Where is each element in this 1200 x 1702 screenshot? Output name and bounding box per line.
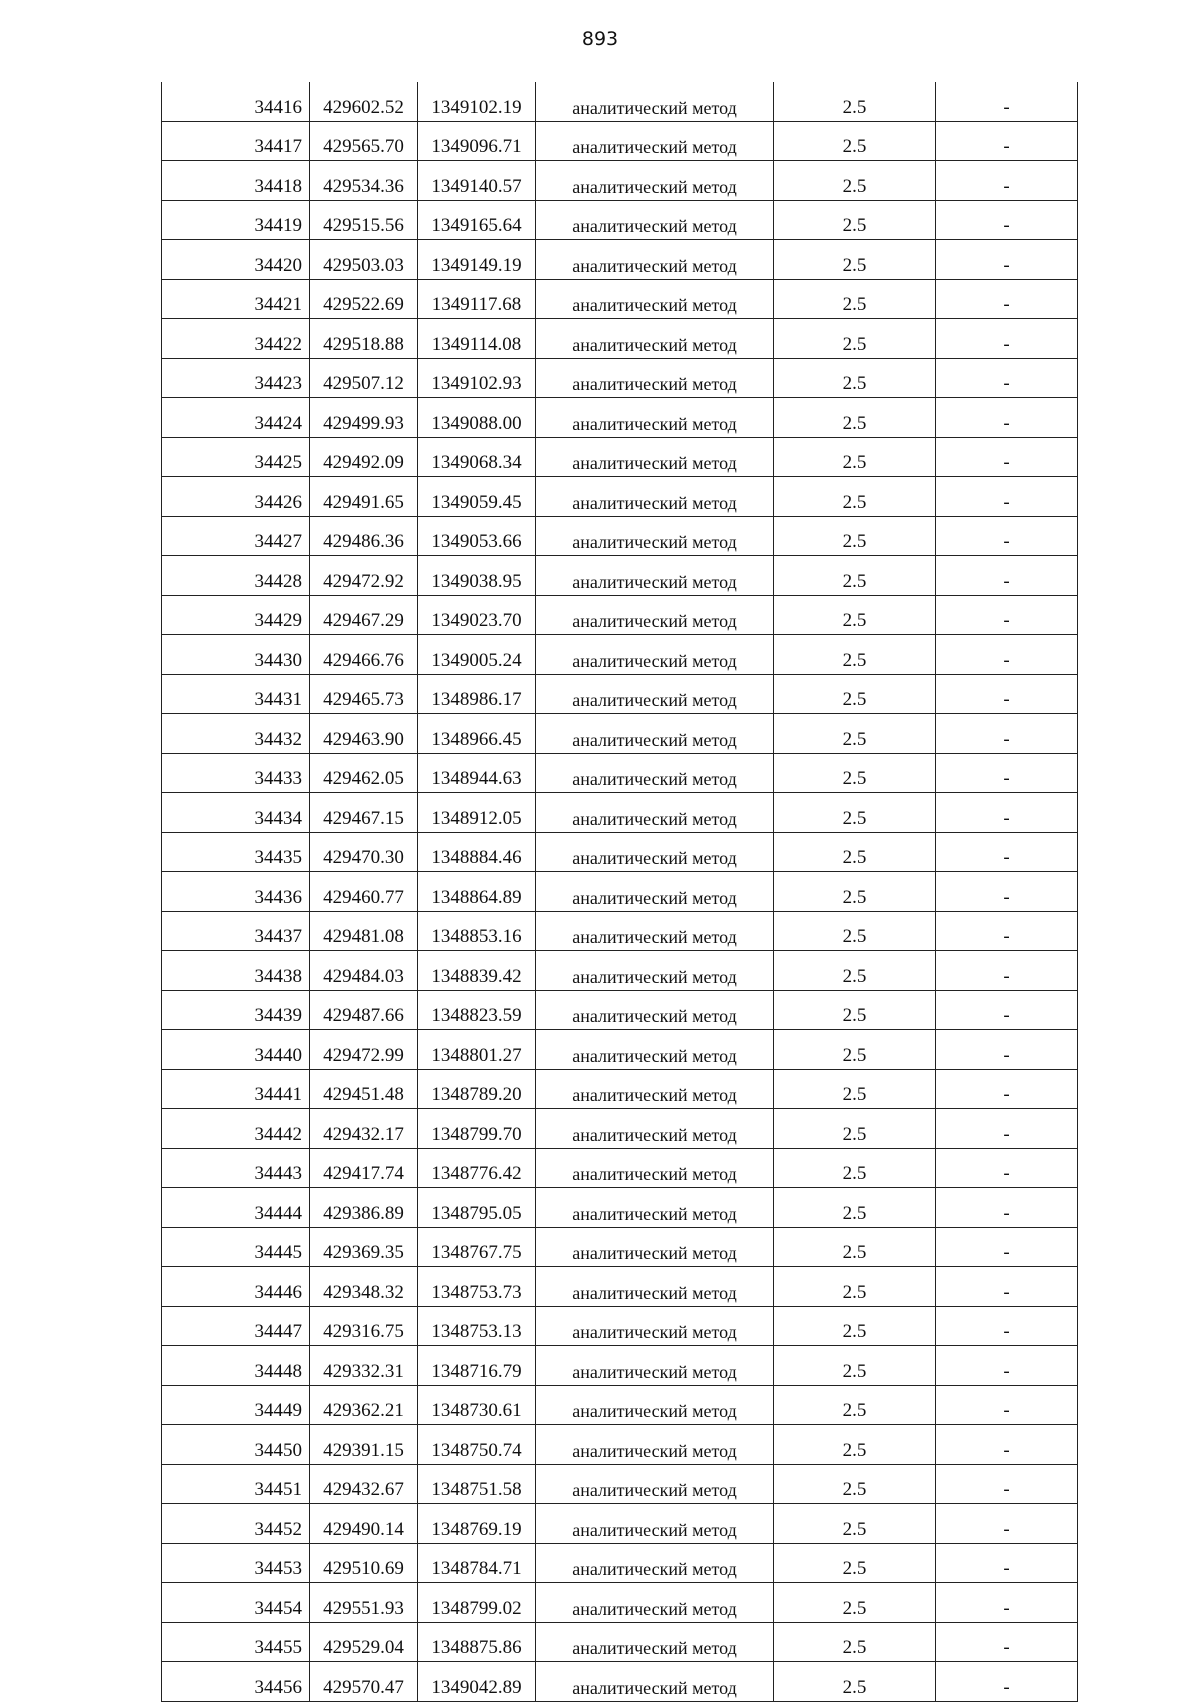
x-coordinate-cell: 429465.73 <box>310 674 418 714</box>
x-coordinate-cell: 429316.75 <box>310 1306 418 1346</box>
accuracy-cell: 2.5 <box>774 240 936 280</box>
accuracy-cell: 2.5 <box>774 872 936 912</box>
point-number-cell: 34421 <box>162 279 310 319</box>
note-cell: - <box>936 1504 1078 1544</box>
point-number-cell: 34440 <box>162 1030 310 1070</box>
method-cell: аналитический метод <box>536 1306 774 1346</box>
x-coordinate-cell: 429432.67 <box>310 1464 418 1504</box>
note-cell: - <box>936 1425 1078 1465</box>
accuracy-cell: 2.5 <box>774 1583 936 1623</box>
point-number-cell: 34417 <box>162 121 310 161</box>
point-number-cell: 34449 <box>162 1385 310 1425</box>
note-cell: - <box>936 516 1078 556</box>
table-row <box>162 1227 1078 1267</box>
note-cell: - <box>936 240 1078 280</box>
point-number-cell: 34422 <box>162 319 310 359</box>
y-coordinate-cell: 1349102.93 <box>418 358 536 398</box>
point-number-cell: 34435 <box>162 832 310 872</box>
table-row <box>162 832 1078 872</box>
table-row <box>162 1109 1078 1149</box>
note-cell: - <box>936 200 1078 240</box>
coordinates-table <box>161 82 1078 1702</box>
point-number-cell: 34455 <box>162 1622 310 1662</box>
y-coordinate-cell: 1349005.24 <box>418 635 536 675</box>
method-cell: аналитический метод <box>536 1267 774 1307</box>
x-coordinate-cell: 429386.89 <box>310 1188 418 1228</box>
y-coordinate-cell: 1348839.42 <box>418 951 536 991</box>
method-cell: аналитический метод <box>536 516 774 556</box>
point-number-cell: 34431 <box>162 674 310 714</box>
table-row <box>162 82 1078 121</box>
note-cell: - <box>936 990 1078 1030</box>
accuracy-cell: 2.5 <box>774 1188 936 1228</box>
table-row <box>162 793 1078 833</box>
x-coordinate-cell: 429522.69 <box>310 279 418 319</box>
x-coordinate-cell: 429503.03 <box>310 240 418 280</box>
x-coordinate-cell: 429534.36 <box>310 161 418 201</box>
table-row <box>162 121 1078 161</box>
x-coordinate-cell: 429491.65 <box>310 477 418 517</box>
point-number-cell: 34436 <box>162 872 310 912</box>
point-number-cell: 34443 <box>162 1148 310 1188</box>
table-row <box>162 358 1078 398</box>
method-cell: аналитический метод <box>536 635 774 675</box>
table-row <box>162 635 1078 675</box>
method-cell: аналитический метод <box>536 1622 774 1662</box>
x-coordinate-cell: 429470.30 <box>310 832 418 872</box>
note-cell: - <box>936 753 1078 793</box>
y-coordinate-cell: 1348730.61 <box>418 1385 536 1425</box>
table-row <box>162 753 1078 793</box>
note-cell: - <box>936 1622 1078 1662</box>
table-row <box>162 1346 1078 1386</box>
point-number-cell: 34424 <box>162 398 310 438</box>
note-cell: - <box>936 556 1078 596</box>
accuracy-cell: 2.5 <box>774 1543 936 1583</box>
x-coordinate-cell: 429348.32 <box>310 1267 418 1307</box>
x-coordinate-cell: 429492.09 <box>310 437 418 477</box>
point-number-cell: 34442 <box>162 1109 310 1149</box>
y-coordinate-cell: 1349088.00 <box>418 398 536 438</box>
y-coordinate-cell: 1348789.20 <box>418 1069 536 1109</box>
table-row <box>162 516 1078 556</box>
method-cell: аналитический метод <box>536 1662 774 1702</box>
point-number-cell: 34452 <box>162 1504 310 1544</box>
accuracy-cell: 2.5 <box>774 990 936 1030</box>
note-cell: - <box>936 121 1078 161</box>
note-cell: - <box>936 872 1078 912</box>
note-cell: - <box>936 1385 1078 1425</box>
x-coordinate-cell: 429472.92 <box>310 556 418 596</box>
table-row <box>162 477 1078 517</box>
y-coordinate-cell: 1349114.08 <box>418 319 536 359</box>
method-cell: аналитический метод <box>536 398 774 438</box>
note-cell: - <box>936 358 1078 398</box>
table-row <box>162 714 1078 754</box>
table-row <box>162 200 1078 240</box>
note-cell: - <box>936 1346 1078 1386</box>
method-cell: аналитический метод <box>536 82 774 121</box>
table-row <box>162 161 1078 201</box>
point-number-cell: 34446 <box>162 1267 310 1307</box>
point-number-cell: 34418 <box>162 161 310 201</box>
note-cell: - <box>936 1030 1078 1070</box>
note-cell: - <box>936 1109 1078 1149</box>
method-cell: аналитический метод <box>536 872 774 912</box>
note-cell: - <box>936 714 1078 754</box>
method-cell: аналитический метод <box>536 161 774 201</box>
y-coordinate-cell: 1349165.64 <box>418 200 536 240</box>
y-coordinate-cell: 1348799.70 <box>418 1109 536 1149</box>
point-number-cell: 34416 <box>162 82 310 121</box>
point-number-cell: 34437 <box>162 911 310 951</box>
accuracy-cell: 2.5 <box>774 951 936 991</box>
x-coordinate-cell: 429510.69 <box>310 1543 418 1583</box>
note-cell: - <box>936 635 1078 675</box>
method-cell: аналитический метод <box>536 832 774 872</box>
x-coordinate-cell: 429565.70 <box>310 121 418 161</box>
x-coordinate-cell: 429466.76 <box>310 635 418 675</box>
note-cell: - <box>936 1069 1078 1109</box>
note-cell: - <box>936 793 1078 833</box>
accuracy-cell: 2.5 <box>774 279 936 319</box>
page-number: 893 <box>581 28 619 50</box>
y-coordinate-cell: 1348884.46 <box>418 832 536 872</box>
y-coordinate-cell: 1349117.68 <box>418 279 536 319</box>
table-row <box>162 1504 1078 1544</box>
x-coordinate-cell: 429362.21 <box>310 1385 418 1425</box>
method-cell: аналитический метод <box>536 358 774 398</box>
method-cell: аналитический метод <box>536 121 774 161</box>
note-cell: - <box>936 1227 1078 1267</box>
y-coordinate-cell: 1348753.73 <box>418 1267 536 1307</box>
point-number-cell: 34432 <box>162 714 310 754</box>
accuracy-cell: 2.5 <box>774 398 936 438</box>
accuracy-cell: 2.5 <box>774 1109 936 1149</box>
point-number-cell: 34454 <box>162 1583 310 1623</box>
table-row <box>162 398 1078 438</box>
accuracy-cell: 2.5 <box>774 200 936 240</box>
accuracy-cell: 2.5 <box>774 556 936 596</box>
y-coordinate-cell: 1348767.75 <box>418 1227 536 1267</box>
table-row <box>162 556 1078 596</box>
point-number-cell: 34420 <box>162 240 310 280</box>
accuracy-cell: 2.5 <box>774 1662 936 1702</box>
table-row <box>162 240 1078 280</box>
x-coordinate-cell: 429507.12 <box>310 358 418 398</box>
accuracy-cell: 2.5 <box>774 437 936 477</box>
table-row <box>162 437 1078 477</box>
table-row <box>162 1267 1078 1307</box>
method-cell: аналитический метод <box>536 753 774 793</box>
method-cell: аналитический метод <box>536 1543 774 1583</box>
note-cell: - <box>936 82 1078 121</box>
accuracy-cell: 2.5 <box>774 753 936 793</box>
point-number-cell: 34441 <box>162 1069 310 1109</box>
y-coordinate-cell: 1348784.71 <box>418 1543 536 1583</box>
y-coordinate-cell: 1349102.19 <box>418 82 536 121</box>
table-row <box>162 1425 1078 1465</box>
table-row <box>162 872 1078 912</box>
point-number-cell: 34426 <box>162 477 310 517</box>
accuracy-cell: 2.5 <box>774 714 936 754</box>
point-number-cell: 34430 <box>162 635 310 675</box>
method-cell: аналитический метод <box>536 793 774 833</box>
method-cell: аналитический метод <box>536 1504 774 1544</box>
accuracy-cell: 2.5 <box>774 1346 936 1386</box>
method-cell: аналитический метод <box>536 1425 774 1465</box>
x-coordinate-cell: 429481.08 <box>310 911 418 951</box>
x-coordinate-cell: 429391.15 <box>310 1425 418 1465</box>
method-cell: аналитический метод <box>536 279 774 319</box>
method-cell: аналитический метод <box>536 1464 774 1504</box>
x-coordinate-cell: 429499.93 <box>310 398 418 438</box>
x-coordinate-cell: 429463.90 <box>310 714 418 754</box>
table-row <box>162 595 1078 635</box>
x-coordinate-cell: 429467.15 <box>310 793 418 833</box>
point-number-cell: 34428 <box>162 556 310 596</box>
x-coordinate-cell: 429515.56 <box>310 200 418 240</box>
point-number-cell: 34419 <box>162 200 310 240</box>
method-cell: аналитический метод <box>536 1583 774 1623</box>
accuracy-cell: 2.5 <box>774 595 936 635</box>
accuracy-cell: 2.5 <box>774 1227 936 1267</box>
table-row <box>162 1543 1078 1583</box>
note-cell: - <box>936 1267 1078 1307</box>
table-row <box>162 674 1078 714</box>
note-cell: - <box>936 1188 1078 1228</box>
note-cell: - <box>936 595 1078 635</box>
note-cell: - <box>936 477 1078 517</box>
x-coordinate-cell: 429467.29 <box>310 595 418 635</box>
note-cell: - <box>936 1464 1078 1504</box>
point-number-cell: 34453 <box>162 1543 310 1583</box>
x-coordinate-cell: 429487.66 <box>310 990 418 1030</box>
method-cell: аналитический метод <box>536 240 774 280</box>
y-coordinate-cell: 1349149.19 <box>418 240 536 280</box>
table-row <box>162 951 1078 991</box>
table-row <box>162 1583 1078 1623</box>
y-coordinate-cell: 1348986.17 <box>418 674 536 714</box>
accuracy-cell: 2.5 <box>774 832 936 872</box>
accuracy-cell: 2.5 <box>774 121 936 161</box>
method-cell: аналитический метод <box>536 674 774 714</box>
note-cell: - <box>936 951 1078 991</box>
table-row <box>162 990 1078 1030</box>
y-coordinate-cell: 1348799.02 <box>418 1583 536 1623</box>
accuracy-cell: 2.5 <box>774 477 936 517</box>
y-coordinate-cell: 1348753.13 <box>418 1306 536 1346</box>
method-cell: аналитический метод <box>536 477 774 517</box>
y-coordinate-cell: 1348966.45 <box>418 714 536 754</box>
table-row <box>162 1662 1078 1702</box>
y-coordinate-cell: 1349023.70 <box>418 595 536 635</box>
x-coordinate-cell: 429570.47 <box>310 1662 418 1702</box>
y-coordinate-cell: 1348912.05 <box>418 793 536 833</box>
x-coordinate-cell: 429332.31 <box>310 1346 418 1386</box>
x-coordinate-cell: 429460.77 <box>310 872 418 912</box>
note-cell: - <box>936 1306 1078 1346</box>
y-coordinate-cell: 1348769.19 <box>418 1504 536 1544</box>
accuracy-cell: 2.5 <box>774 1030 936 1070</box>
point-number-cell: 34423 <box>162 358 310 398</box>
table-row <box>162 1188 1078 1228</box>
x-coordinate-cell: 429486.36 <box>310 516 418 556</box>
y-coordinate-cell: 1348864.89 <box>418 872 536 912</box>
point-number-cell: 34444 <box>162 1188 310 1228</box>
method-cell: аналитический метод <box>536 911 774 951</box>
y-coordinate-cell: 1349096.71 <box>418 121 536 161</box>
accuracy-cell: 2.5 <box>774 1385 936 1425</box>
accuracy-cell: 2.5 <box>774 358 936 398</box>
point-number-cell: 34447 <box>162 1306 310 1346</box>
method-cell: аналитический метод <box>536 951 774 991</box>
note-cell: - <box>936 1543 1078 1583</box>
table-row <box>162 1306 1078 1346</box>
method-cell: аналитический метод <box>536 1109 774 1149</box>
method-cell: аналитический метод <box>536 595 774 635</box>
method-cell: аналитический метод <box>536 556 774 596</box>
y-coordinate-cell: 1348795.05 <box>418 1188 536 1228</box>
note-cell: - <box>936 832 1078 872</box>
y-coordinate-cell: 1349038.95 <box>418 556 536 596</box>
table-row <box>162 279 1078 319</box>
x-coordinate-cell: 429417.74 <box>310 1148 418 1188</box>
y-coordinate-cell: 1348944.63 <box>418 753 536 793</box>
method-cell: аналитический метод <box>536 1030 774 1070</box>
y-coordinate-cell: 1349068.34 <box>418 437 536 477</box>
y-coordinate-cell: 1348853.16 <box>418 911 536 951</box>
point-number-cell: 34438 <box>162 951 310 991</box>
method-cell: аналитический метод <box>536 1346 774 1386</box>
point-number-cell: 34434 <box>162 793 310 833</box>
point-number-cell: 34429 <box>162 595 310 635</box>
note-cell: - <box>936 1148 1078 1188</box>
method-cell: аналитический метод <box>536 1069 774 1109</box>
accuracy-cell: 2.5 <box>774 635 936 675</box>
accuracy-cell: 2.5 <box>774 1464 936 1504</box>
note-cell: - <box>936 674 1078 714</box>
accuracy-cell: 2.5 <box>774 516 936 556</box>
point-number-cell: 34448 <box>162 1346 310 1386</box>
point-number-cell: 34445 <box>162 1227 310 1267</box>
y-coordinate-cell: 1348716.79 <box>418 1346 536 1386</box>
point-number-cell: 34450 <box>162 1425 310 1465</box>
accuracy-cell: 2.5 <box>774 674 936 714</box>
y-coordinate-cell: 1349059.45 <box>418 477 536 517</box>
accuracy-cell: 2.5 <box>774 82 936 121</box>
x-coordinate-cell: 429529.04 <box>310 1622 418 1662</box>
table-row <box>162 1622 1078 1662</box>
method-cell: аналитический метод <box>536 200 774 240</box>
accuracy-cell: 2.5 <box>774 1148 936 1188</box>
y-coordinate-cell: 1348801.27 <box>418 1030 536 1070</box>
accuracy-cell: 2.5 <box>774 1425 936 1465</box>
point-number-cell: 34439 <box>162 990 310 1030</box>
x-coordinate-cell: 429451.48 <box>310 1069 418 1109</box>
table-row <box>162 1464 1078 1504</box>
y-coordinate-cell: 1348776.42 <box>418 1148 536 1188</box>
y-coordinate-cell: 1349053.66 <box>418 516 536 556</box>
accuracy-cell: 2.5 <box>774 911 936 951</box>
method-cell: аналитический метод <box>536 1227 774 1267</box>
accuracy-cell: 2.5 <box>774 1504 936 1544</box>
point-number-cell: 34425 <box>162 437 310 477</box>
point-number-cell: 34433 <box>162 753 310 793</box>
accuracy-cell: 2.5 <box>774 161 936 201</box>
accuracy-cell: 2.5 <box>774 793 936 833</box>
x-coordinate-cell: 429602.52 <box>310 82 418 121</box>
accuracy-cell: 2.5 <box>774 1306 936 1346</box>
method-cell: аналитический метод <box>536 1188 774 1228</box>
note-cell: - <box>936 279 1078 319</box>
method-cell: аналитический метод <box>536 990 774 1030</box>
note-cell: - <box>936 437 1078 477</box>
table-row <box>162 1148 1078 1188</box>
table-row <box>162 1030 1078 1070</box>
table-row <box>162 319 1078 359</box>
table-row <box>162 1385 1078 1425</box>
y-coordinate-cell: 1348750.74 <box>418 1425 536 1465</box>
x-coordinate-cell: 429551.93 <box>310 1583 418 1623</box>
x-coordinate-cell: 429432.17 <box>310 1109 418 1149</box>
method-cell: аналитический метод <box>536 319 774 359</box>
y-coordinate-cell: 1349140.57 <box>418 161 536 201</box>
note-cell: - <box>936 161 1078 201</box>
y-coordinate-cell: 1348751.58 <box>418 1464 536 1504</box>
point-number-cell: 34451 <box>162 1464 310 1504</box>
accuracy-cell: 2.5 <box>774 1622 936 1662</box>
method-cell: аналитический метод <box>536 714 774 754</box>
point-number-cell: 34456 <box>162 1662 310 1702</box>
accuracy-cell: 2.5 <box>774 1069 936 1109</box>
method-cell: аналитический метод <box>536 1148 774 1188</box>
method-cell: аналитический метод <box>536 1385 774 1425</box>
method-cell: аналитический метод <box>536 437 774 477</box>
accuracy-cell: 2.5 <box>774 1267 936 1307</box>
table-row <box>162 1069 1078 1109</box>
x-coordinate-cell: 429462.05 <box>310 753 418 793</box>
x-coordinate-cell: 429369.35 <box>310 1227 418 1267</box>
note-cell: - <box>936 398 1078 438</box>
table-row <box>162 911 1078 951</box>
y-coordinate-cell: 1348823.59 <box>418 990 536 1030</box>
y-coordinate-cell: 1349042.89 <box>418 1662 536 1702</box>
note-cell: - <box>936 911 1078 951</box>
accuracy-cell: 2.5 <box>774 319 936 359</box>
table-body <box>162 82 1078 1701</box>
x-coordinate-cell: 429484.03 <box>310 951 418 991</box>
point-number-cell: 34427 <box>162 516 310 556</box>
x-coordinate-cell: 429490.14 <box>310 1504 418 1544</box>
x-coordinate-cell: 429472.99 <box>310 1030 418 1070</box>
note-cell: - <box>936 1662 1078 1702</box>
note-cell: - <box>936 1583 1078 1623</box>
note-cell: - <box>936 319 1078 359</box>
x-coordinate-cell: 429518.88 <box>310 319 418 359</box>
y-coordinate-cell: 1348875.86 <box>418 1622 536 1662</box>
